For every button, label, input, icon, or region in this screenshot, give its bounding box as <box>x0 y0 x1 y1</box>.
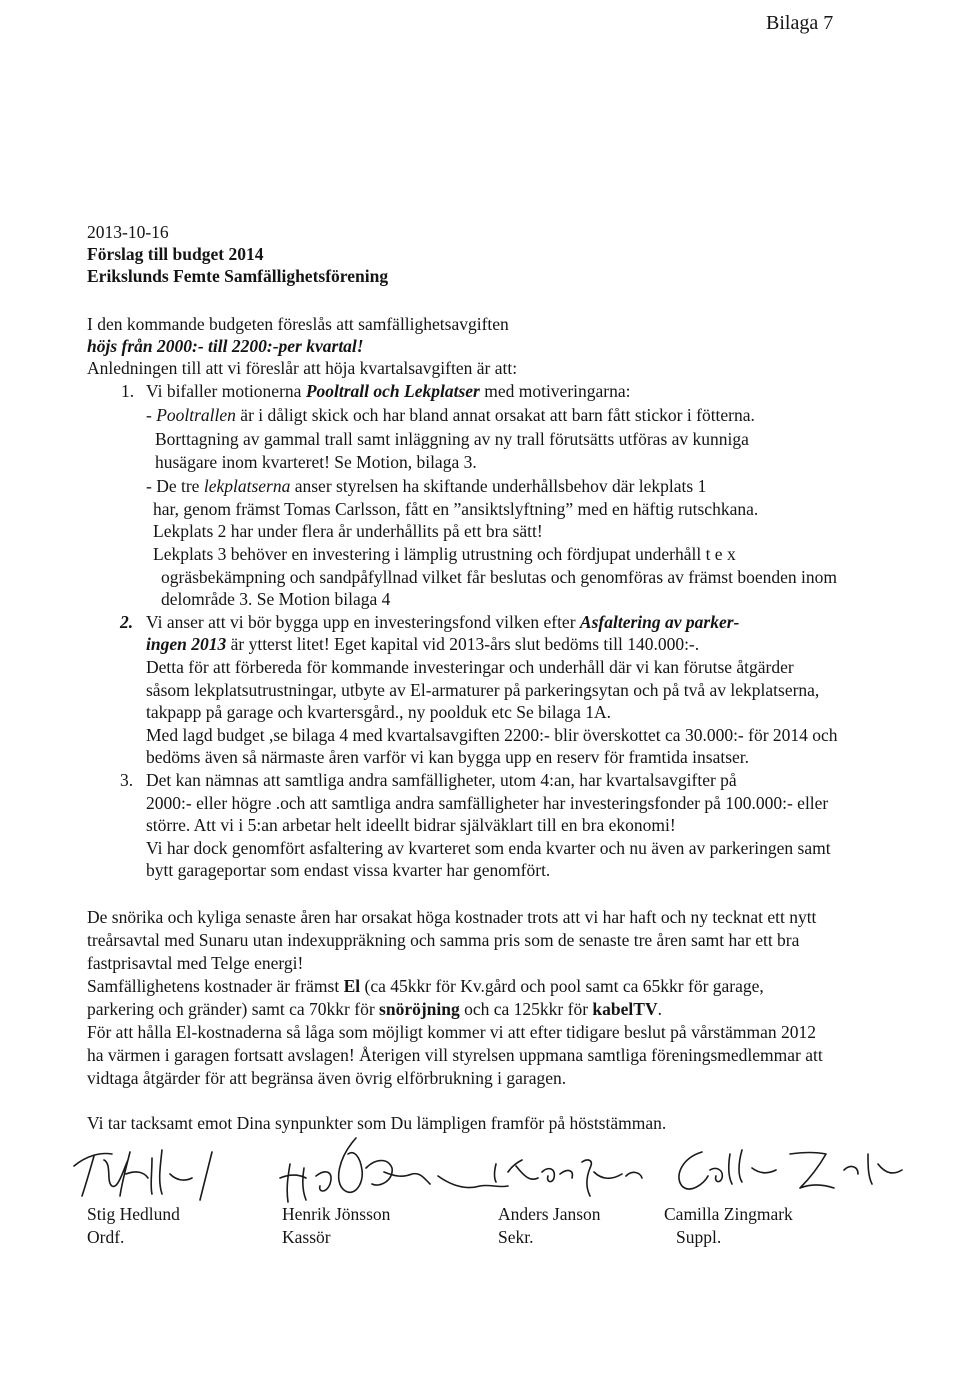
item-2-text: Vi anser att vi bör bygga upp en investeringsfond vilken efter <box>146 612 580 632</box>
cost-text: Samfällighetens kostnader är främst <box>87 976 344 996</box>
item-2-line-e: takpapp på garage och kvartersgård., ny poolduk etc Se bilaga 1A. <box>146 702 612 722</box>
signatory-name-3: Anders Janson <box>498 1204 601 1224</box>
cost-para-line-6: För att hålla El-kostnaderna så låga som möjligt kommer vi att efter tidigare beslut på vårstämman 2012 <box>87 1022 816 1042</box>
closing-line: Vi tar tacksamt emot Dina synpunkter som Du lämpligen framför på höststämman. <box>87 1113 667 1133</box>
cost-snorojning: snöröjning <box>379 999 460 1019</box>
organization-name: Erikslunds Femte Samfällighetsförening <box>87 266 389 286</box>
signatory-role-1: Ordf. <box>87 1227 125 1247</box>
item-1-pooltrall: Pooltrallen <box>156 405 236 425</box>
intro-line-3: Anledningen till att vi föreslår att höja kvartalsavgiften är att: <box>87 358 518 378</box>
cost-period: . <box>657 999 662 1019</box>
cost-text-2: parkering och gränder) samt ca 70kkr för <box>87 999 380 1019</box>
item-2-line-g: bedöms även så närmaste åren varför vi kan bygga upp en reserv för framtida insatser. <box>146 747 750 767</box>
item-2-parkeringen: ingen 2013 <box>146 634 227 654</box>
intro-line-2: höjs från 2000:- till 2200:-per kvartal! <box>87 336 364 356</box>
signatory-role-4: Suppl. <box>676 1227 722 1247</box>
item-1-text-end: med motiveringarna: <box>479 381 631 401</box>
item-2-line-a <box>146 611 739 633</box>
item-1-line-i: ogräsbekämpning och sandpåfyllnad vilket får beslutas och genomföras av främst boenden inom <box>161 567 837 587</box>
document-date: 2013-10-16 <box>87 222 169 242</box>
item-1-line-j: delområde 3. Se Motion bilaga 4 <box>161 589 391 609</box>
item-1-line-f: har, genom främst Tomas Carlsson, fått en ”ansiktslyftning” med en häftig rutschkana. <box>153 499 759 519</box>
item-3-number: 3. <box>120 770 134 790</box>
item-3-line-a: Det kan nämnas att samtliga andra samfälligheter, utom 4:an, har kvartalsavgifter på <box>146 770 737 790</box>
item-3-line-e: bytt garageportar som endast vissa kvarter har genomfört. <box>146 860 551 880</box>
cost-para-line-4 <box>87 975 764 997</box>
cost-para-line-8: vidtaga åtgärder för att begränsa även övrig elförbrukning i garagen. <box>87 1068 567 1088</box>
item-2-line-b <box>146 633 699 655</box>
item-2-line-c: Detta för att förbereda för kommande investeringar och underhåll där vi kan förutse åtgärder <box>146 657 794 677</box>
item-1-line-a <box>146 380 631 402</box>
cost-para-line-1: De snörika och kyliga senaste åren har orsakat höga kostnader trots att vi har haft och ny tecknat ett nytt <box>87 907 817 927</box>
item-1-line-g: Lekplats 2 har under flera år underhållits på ett bra sätt! <box>153 521 543 541</box>
item-1-lek-text: anser styrelsen ha skiftande underhållsbehov där lekplats 1 <box>290 476 707 496</box>
item-1-line-b <box>146 404 755 426</box>
item-1-lekplatserna: lekplatserna <box>203 476 291 496</box>
item-2-capital: är ytterst litet! Eget kapital vid 2013-års slut bedöms till 140.000:-. <box>226 634 700 654</box>
cost-text-3: och ca 125kkr för <box>459 999 593 1019</box>
item-2-number: 2. <box>120 612 134 632</box>
cost-para-line-5 <box>87 998 662 1020</box>
cost-para-line-7: ha värmen i garagen fortsatt avslagen! Återigen vill styrelsen uppmana samtliga föreningsmedlemmar att <box>87 1045 823 1065</box>
appendix-label: Bilaga 7 <box>766 12 834 34</box>
cost-kabeltv: kabelTV <box>592 999 658 1019</box>
signature-camilla-zingmark <box>672 1144 912 1204</box>
signature-stig-hedlund <box>66 1138 246 1208</box>
item-2-line-f: Med lagd budget ,se bilaga 4 med kvartalsavgiften 2200:- blir överskottet ca 30.000:- för 2014 och <box>146 725 838 745</box>
item-1-dash: - <box>146 405 157 425</box>
item-1-pooltrall-text: är i dåligt skick och har bland annat orsakat att barn fått stickor i fötterna. <box>235 405 755 425</box>
signatory-role-2: Kassör <box>282 1227 331 1247</box>
item-1-line-d: husägare inom kvarteret! Se Motion, bilaga 3. <box>155 452 477 472</box>
item-1-motions: Pooltrall och Lekplatser <box>305 381 480 401</box>
cost-el: El <box>343 976 361 996</box>
signatory-name-1: Stig Hedlund <box>87 1204 180 1224</box>
cost-para-line-2: treårsavtal med Sunaru utan indexuppräkning och samma pris som de senaste tre åren samt har ett bra <box>87 930 800 950</box>
item-1-line-c: Borttagning av gammal trall samt inläggning av ny trall förutsätts utföras av kunniga <box>155 429 749 449</box>
item-1-line-e <box>146 475 706 497</box>
item-2-line-d: såsom lekplatsutrustningar, utbyte av El-armaturer på parkeringsytan och på två av lekplatserna, <box>146 680 820 700</box>
cost-para-line-3: fastprisavtal med Telge energi! <box>87 953 304 973</box>
cost-text-el: (ca 45kkr för Kv.gård och pool samt ca 65kkr för garage, <box>360 976 764 996</box>
item-3-line-d: Vi har dock genomfört asfaltering av kvarteret som enda kvarter och nu även av parkeringen samt <box>146 838 831 858</box>
signature-anders-janson <box>490 1152 660 1202</box>
item-1-text: Vi bifaller motionerna <box>146 381 306 401</box>
item-1-number: 1. <box>121 381 135 401</box>
item-1-lek-pre: - De tre <box>146 476 204 496</box>
signatory-name-2: Henrik Jönsson <box>282 1204 391 1224</box>
signatory-role-3: Sekr. <box>498 1227 534 1247</box>
document-title: Förslag till budget 2014 <box>87 244 264 264</box>
intro-line-1: I den kommande budgeten föreslås att samfällighetsavgiften <box>87 314 509 334</box>
item-3-line-b: 2000:- eller högre .och att samtliga andra samfälligheter har investeringsfonder på 100.000:- eller <box>146 793 829 813</box>
signatory-name-4: Camilla Zingmark <box>664 1204 793 1224</box>
item-2-asfaltering: Asfaltering av parker- <box>579 612 740 632</box>
item-1-line-h: Lekplats 3 behöver en investering i lämplig utrustning och fördjupat underhåll t e x <box>153 544 736 564</box>
item-3-line-c: större. Att vi i 5:an arbetar helt ideellt bidrar själväklart till en bra ekonomi! <box>146 815 676 835</box>
